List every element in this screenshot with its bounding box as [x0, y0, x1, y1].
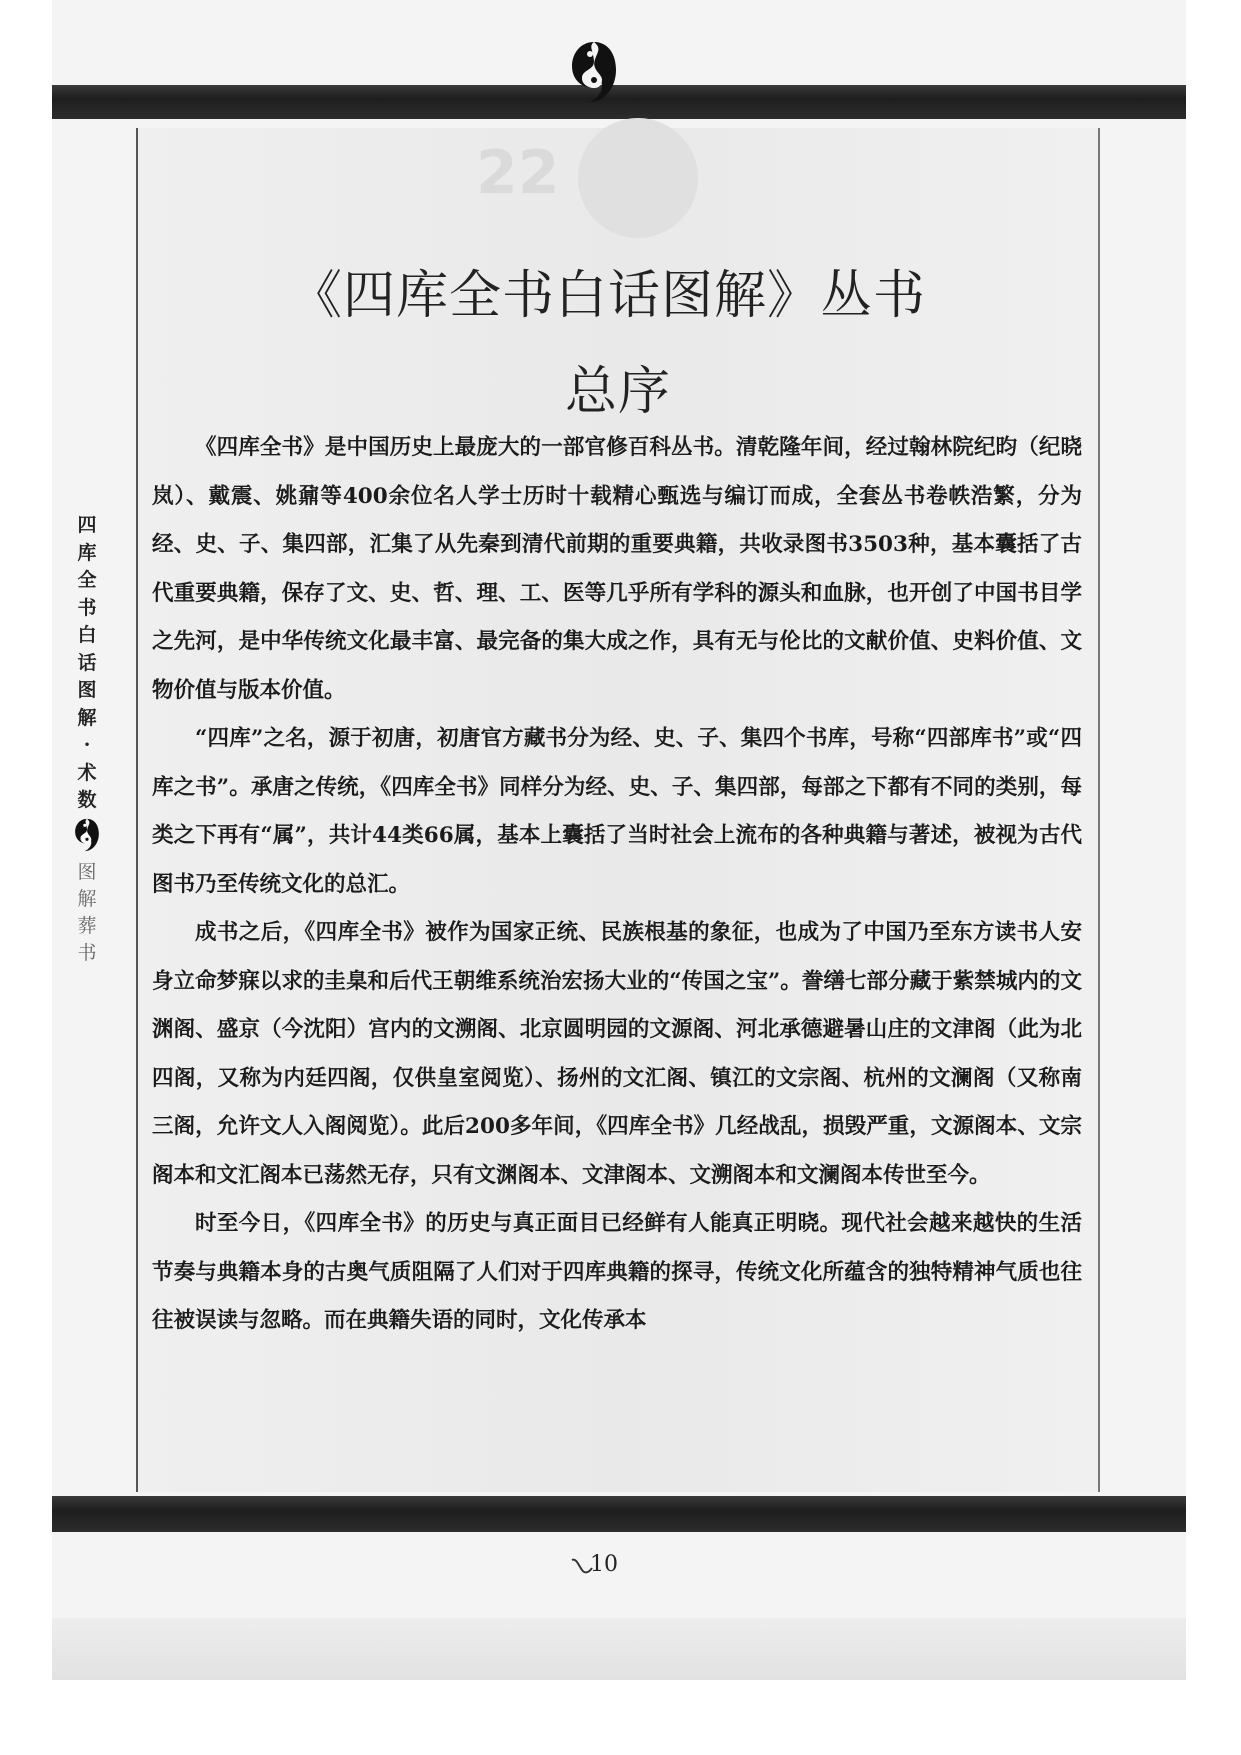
footer-bar: [52, 1496, 1186, 1532]
volume-char: 图: [77, 860, 97, 883]
series-char: 术: [77, 761, 97, 784]
yin-yang-small-icon: [73, 817, 101, 853]
page-title: 《四库全书白话图解》丛书: [289, 265, 926, 326]
volume-char: 葬: [77, 914, 97, 937]
volume-title: [77, 859, 96, 967]
series-char: 白: [77, 624, 97, 646]
page-bottom-strip: [52, 1618, 1186, 1680]
paragraph: 时至今日，《四库全书》的历史与真正面目已经鲜有人能真正明晓。现代社会越来越快的生活节奏与典籍本身的古奥气质阻隔了人们对于四库典籍的探寻，传统文化所蕴含的独特精神气质也往往被误读与忽略。而在典籍失语的同时，文化传承本: [152, 1211, 1082, 1333]
series-char: 解: [77, 706, 97, 729]
paragraph: 《四库全书》是中国历史上最庞大的一部官修百科丛书。清乾隆年间，经过翰林院纪昀（纪晓岚）、戴震、姚鼐等400余位名人学士历时十载精心甄选与编订而成，全套丛书卷帙浩繁，分为经、史、子、集四部，汇集了从先秦到清代前期的重要典籍，共收录图书3503种，基本囊括了古代重要典籍，保存了文、史、哲、理、工、医等几乎所有学科的源头和血脉，也开创了中国书目学之先河，是中华传统文化最丰富、最完备的集大成之作，具有无与伦比的文献价值、史料价值、文物价值与版本价值。: [152, 435, 1082, 703]
series-char: 数: [77, 789, 97, 811]
preface-body: [152, 424, 1082, 1346]
series-char: ·: [83, 734, 91, 756]
watermark-number: 22: [476, 138, 560, 208]
series-char: 全: [77, 569, 97, 591]
series-char: 四: [77, 514, 97, 536]
series-char: 话: [77, 651, 97, 674]
content-panel: [136, 128, 1100, 1492]
volume-char: 书: [77, 941, 97, 964]
paragraph: “四库”之名，源于初唐，初唐官方藏书分为经、史、子、集四个书库，号称“四部库书”或“四库之书”。承唐之传统，《四库全书》同样分为经、史、子、集四部，每部之下都有不同的类别，每类之下再有“属”，共计44类66属，基本上囊括了当时社会上流布的各种典籍与著述，被视为古代图书乃至传统文化的总汇。: [152, 726, 1082, 897]
yin-yang-icon: [568, 40, 620, 104]
volume-char: 解: [77, 887, 97, 910]
series-char: 书: [77, 596, 97, 619]
paragraph: 成书之后，《四库全书》被作为国家正统、民族根基的象征，也成为了中国乃至东方读书人安身立命梦寐以求的圭臬和后代王朝维系统治宏扬大业的“传国之宝”。誊缮七部分藏于紫禁城内的文渊阁、盛京（今沈阳）宫内的文溯阁、北京圆明园的文源阁、河北承德避暑山庄的文津阁（此为北四阁，又称为内廷四阁，仅供皇室阅览）、扬州的文汇阁、镇江的文宗阁、杭州的文澜阁（又称南三阁，允许文人入阁阅览）。此后200多年间，《四库全书》几经战乱，损毁严重，文源阁本、文宗阁本和文汇阁本已荡然无存，只有文渊阁本、文津阁本、文溯阁本和文澜阁本传世至今。: [152, 920, 1082, 1188]
page-subtitle: 总序: [564, 362, 671, 423]
series-char: 图: [77, 679, 97, 701]
series-char: 库: [77, 541, 97, 564]
page-number: 10: [590, 1552, 618, 1577]
watermark-circle: [578, 118, 698, 238]
side-series-label: [72, 512, 102, 967]
